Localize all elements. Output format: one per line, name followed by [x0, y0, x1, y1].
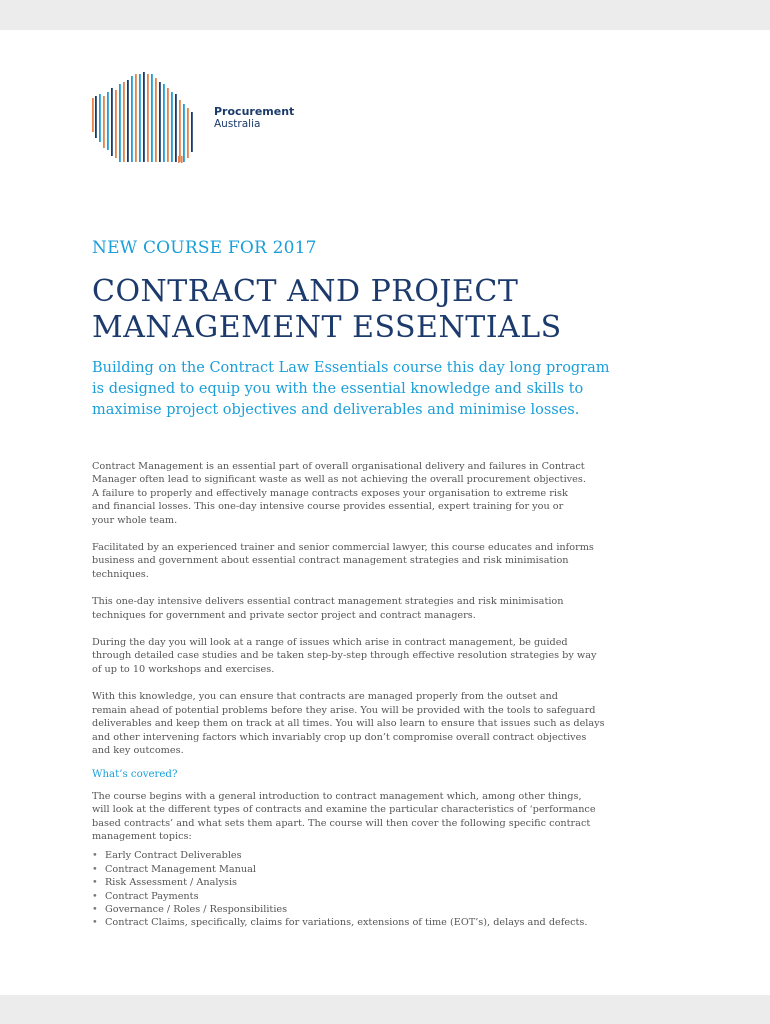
logo-bar — [123, 82, 125, 162]
text-line: A failure to properly and effectively manage contracts exposes your organisation to extreme risk — [92, 487, 568, 499]
intro-line: is designed to equip you with the essential knowledge and skills to — [92, 381, 584, 397]
logo-bar — [147, 74, 149, 162]
text-line: business and government about essential contract management strategies and risk minimisation — [92, 555, 569, 567]
text-line: will look at the different types of contracts and examine the particular characteristics of ‘performance — [92, 804, 596, 816]
logo-bar — [127, 80, 129, 162]
text-line: your whole team. — [92, 514, 178, 526]
logo-bar — [155, 78, 157, 162]
paragraph-covered-intro — [92, 790, 596, 844]
text-line: This one-day intensive delivers essential contract management strategies and risk minimisation — [92, 596, 564, 608]
text-line: and key outcomes. — [92, 744, 184, 756]
logo-bar — [139, 74, 141, 162]
text-line: With this knowledge, you can ensure that contracts are managed properly from the outset and — [92, 691, 558, 703]
text-line: techniques for government and private sector project and contract managers. — [92, 609, 476, 621]
procurement-australia-logo — [90, 70, 300, 165]
logo-bar — [163, 84, 165, 162]
text-line: During the day you will look at a range of issues which arise in contract management, be guided — [92, 637, 568, 649]
logo-tasmania-bar — [181, 156, 183, 163]
logo-bar — [115, 90, 117, 158]
australia-barcode-logo-mark — [90, 70, 210, 165]
logo-bar — [151, 74, 153, 162]
topic-item: • Contract Claims, specifically, claims for variations, extensions of time (EOT’s), delays and defects. — [92, 916, 592, 929]
title-line: CONTRACT AND PROJECT — [92, 274, 519, 309]
text-line: management topics: — [92, 830, 192, 842]
title-line: MANAGEMENT ESSENTIALS — [92, 310, 562, 345]
intro-line: maximise project objectives and deliverables and minimise losses. — [92, 402, 580, 418]
text-line: The course begins with a general introduction to contract management which, among other things, — [92, 790, 582, 802]
logo-bar — [135, 74, 137, 162]
intro-summary — [92, 358, 652, 421]
logo-bar — [107, 92, 109, 150]
text-line: and other intervening factors which invariably crop up don’t compromise overall contract objectives — [92, 731, 587, 743]
text-line: based contracts’ and what sets them apart. The course will then cover the following specific contract — [92, 817, 591, 829]
paragraph-facilitator — [92, 541, 592, 581]
brand-name-line1: Procurement — [214, 105, 295, 118]
text-line: deliverables and keep them on track at all times. You will also learn to ensure that issues such as delays — [92, 718, 605, 730]
paragraph-workshops — [92, 636, 597, 676]
text-line: and financial losses. This one-day intensive course provides essential, expert training for you or — [92, 501, 564, 513]
logo-bar — [95, 96, 97, 138]
page-title — [92, 274, 652, 346]
logo-bar — [183, 104, 185, 162]
brand-name — [214, 106, 294, 130]
logo-bar — [187, 108, 189, 158]
logo-bar — [143, 72, 145, 162]
paragraph-overview — [92, 460, 592, 527]
logo-bar — [131, 76, 133, 162]
logo-bar — [99, 94, 101, 142]
topic-item: • Contract Management Manual — [92, 863, 592, 876]
topics-list — [92, 849, 592, 929]
logo-bar — [179, 100, 181, 162]
logo-tasmania-bar — [178, 156, 180, 163]
logo-bar — [103, 96, 105, 148]
course-kicker: NEW COURSE FOR 2017 — [92, 238, 317, 258]
logo-bar — [119, 84, 121, 162]
topic-item: • Governance / Roles / Responsibilities — [92, 903, 592, 916]
logo-bar — [111, 88, 113, 156]
whats-covered-heading: What’s covered? — [92, 769, 178, 781]
logo-bar — [191, 112, 193, 152]
document-page — [0, 30, 770, 995]
text-line: of up to 10 workshops and exercises. — [92, 663, 275, 675]
topic-item: • Early Contract Deliverables — [92, 849, 592, 862]
topic-item: • Contract Payments — [92, 890, 592, 903]
paragraph-intensive — [92, 595, 592, 622]
intro-line: Building on the Contract Law Essentials course this day long program — [92, 360, 610, 376]
logo-bar — [171, 92, 173, 162]
logo-bar — [167, 88, 169, 162]
text-line: Manager often lead to significant waste as well as not achieving the overall procurement objectives. — [92, 474, 586, 486]
brand-name-line2: Australia — [214, 118, 261, 130]
text-line: through detailed case studies and be taken step-by-step through effective resolution strategies by way — [92, 650, 597, 662]
text-line: techniques. — [92, 568, 149, 580]
logo-bar — [92, 98, 94, 132]
text-line: remain ahead of potential problems before they arise. You will be provided with the tools to safeguard — [92, 704, 596, 716]
text-line: Contract Management is an essential part of overall organisational delivery and failures in Contract — [92, 461, 585, 472]
logo-bar — [159, 82, 161, 162]
text-line: Facilitated by an experienced trainer and senior commercial lawyer, this course educates and informs — [92, 542, 594, 554]
course-description — [92, 460, 605, 930]
topic-item: • Risk Assessment / Analysis — [92, 876, 592, 889]
logo-bar — [175, 94, 177, 162]
paragraph-outcomes — [92, 690, 605, 757]
